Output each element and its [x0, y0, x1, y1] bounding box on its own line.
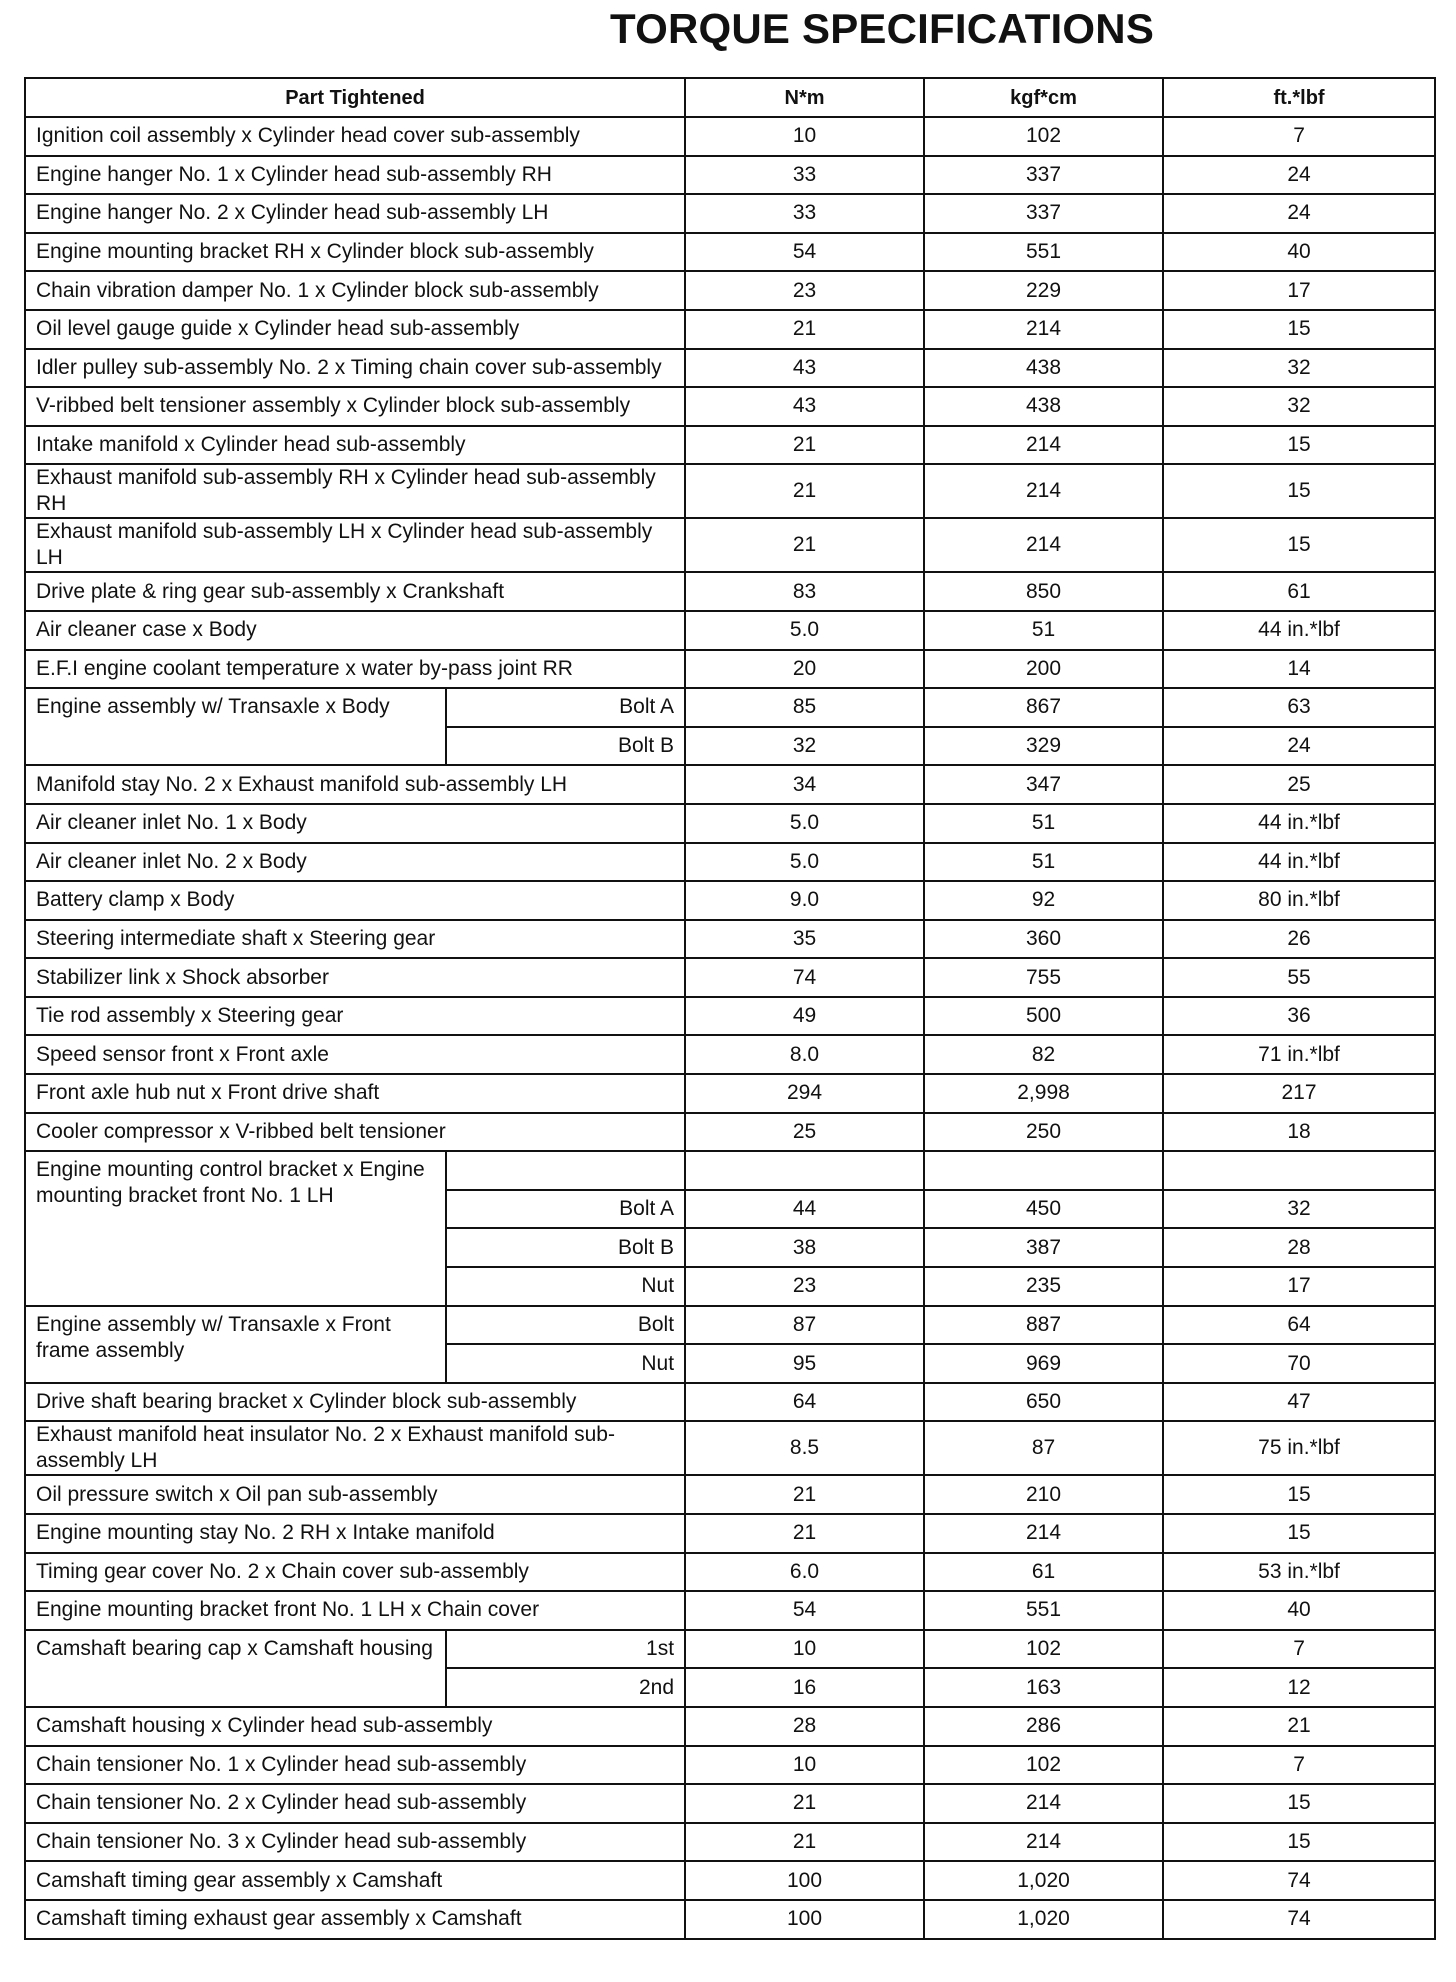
value-ft: 15	[1163, 464, 1435, 518]
value-ft: 7	[1163, 1746, 1435, 1785]
value-nm: 43	[685, 387, 924, 426]
value-kgf: 438	[924, 387, 1163, 426]
value-kgf: 51	[924, 804, 1163, 843]
value-ft: 18	[1163, 1113, 1435, 1152]
sub-label-cell: Bolt B	[446, 727, 685, 766]
value-kgf: 337	[924, 156, 1163, 195]
part-cell: Drive plate & ring gear sub-assembly x Crankshaft	[25, 572, 685, 611]
sub-value-ft: 7	[1163, 1630, 1435, 1669]
value-kgf: 1,020	[924, 1861, 1163, 1900]
value-nm: 28	[685, 1707, 924, 1746]
table-row	[25, 765, 1435, 804]
sub-value-kgf: 387	[924, 1228, 1163, 1267]
part-cell: Chain tensioner No. 3 x Cylinder head sub-assembly	[25, 1823, 685, 1862]
part-cell: Chain vibration damper No. 1 x Cylinder block sub-assembly	[25, 271, 685, 310]
part-cell: Steering intermediate shaft x Steering gear	[25, 920, 685, 959]
part-cell: Idler pulley sub-assembly No. 2 x Timing chain cover sub-assembly	[25, 349, 685, 388]
sub-value-ft: 64	[1163, 1306, 1435, 1345]
part-cell: Oil pressure switch x Oil pan sub-assembly	[25, 1475, 685, 1514]
header-ft: ft.*lbf	[1163, 78, 1435, 117]
value-ft: 17	[1163, 271, 1435, 310]
value-kgf: 650	[924, 1383, 1163, 1422]
part-cell: Timing gear cover No. 2 x Chain cover sub-assembly	[25, 1553, 685, 1592]
value-kgf: 82	[924, 1035, 1163, 1074]
value-nm: 10	[685, 1746, 924, 1785]
value-kgf: 214	[924, 518, 1163, 572]
sub-value-nm: 16	[685, 1668, 924, 1707]
value-nm: 9.0	[685, 881, 924, 920]
part-cell: Oil level gauge guide x Cylinder head sub-assembly	[25, 310, 685, 349]
value-kgf: 214	[924, 1514, 1163, 1553]
value-kgf: 500	[924, 997, 1163, 1036]
sub-label-cell: Bolt A	[446, 688, 685, 727]
table-body	[25, 117, 1435, 1939]
value-ft: 44 in.*lbf	[1163, 843, 1435, 882]
sub-label-cell: Nut	[446, 1344, 685, 1383]
value-kgf: 200	[924, 650, 1163, 689]
table-row	[25, 958, 1435, 997]
part-cell: Air cleaner inlet No. 1 x Body	[25, 804, 685, 843]
part-cell: Front axle hub nut x Front drive shaft	[25, 1074, 685, 1113]
sub-value-kgf: 163	[924, 1668, 1163, 1707]
value-nm: 43	[685, 349, 924, 388]
value-kgf: 51	[924, 843, 1163, 882]
value-kgf: 214	[924, 1823, 1163, 1862]
part-cell: Camshaft timing gear assembly x Camshaft	[25, 1861, 685, 1900]
value-kgf: 551	[924, 1591, 1163, 1630]
value-kgf: 214	[924, 464, 1163, 518]
value-ft: 15	[1163, 426, 1435, 465]
value-ft: 61	[1163, 572, 1435, 611]
value-kgf: 102	[924, 1746, 1163, 1785]
value-nm: 21	[685, 426, 924, 465]
table-row	[25, 1746, 1435, 1785]
table-row	[25, 194, 1435, 233]
table-row	[25, 426, 1435, 465]
part-cell: Chain tensioner No. 2 x Cylinder head sub-assembly	[25, 1784, 685, 1823]
part-cell: Manifold stay No. 2 x Exhaust manifold sub-assembly LH	[25, 765, 685, 804]
table-row	[25, 1591, 1435, 1630]
value-kgf: 551	[924, 233, 1163, 272]
sub-value-ft: 32	[1163, 1190, 1435, 1229]
part-cell: Engine hanger No. 1 x Cylinder head sub-assembly RH	[25, 156, 685, 195]
table-row	[25, 1475, 1435, 1514]
part-cell: Engine hanger No. 2 x Cylinder head sub-assembly LH	[25, 194, 685, 233]
sub-value-nm: 32	[685, 727, 924, 766]
value-ft: 15	[1163, 1514, 1435, 1553]
sub-value-nm: 10	[685, 1630, 924, 1669]
value-kgf: 102	[924, 117, 1163, 156]
sub-label-cell: 2nd	[446, 1668, 685, 1707]
table-row	[25, 1707, 1435, 1746]
sub-value-kgf: 867	[924, 688, 1163, 727]
value-nm: 5.0	[685, 843, 924, 882]
table-row	[25, 518, 1435, 572]
value-nm: 6.0	[685, 1553, 924, 1592]
part-cell: Engine mounting bracket RH x Cylinder block sub-assembly	[25, 233, 685, 272]
value-kgf: 51	[924, 611, 1163, 650]
value-nm: 21	[685, 1784, 924, 1823]
value-kgf: 1,020	[924, 1900, 1163, 1939]
value-ft: 25	[1163, 765, 1435, 804]
value-nm: 21	[685, 464, 924, 518]
table-row	[25, 1074, 1435, 1113]
value-nm: 100	[685, 1900, 924, 1939]
sub-value-kgf: 969	[924, 1344, 1163, 1383]
value-nm: 64	[685, 1383, 924, 1422]
value-nm: 21	[685, 1514, 924, 1553]
value-ft: 15	[1163, 1475, 1435, 1514]
sub-value-ft: 28	[1163, 1228, 1435, 1267]
value-nm: 54	[685, 233, 924, 272]
torque-table	[24, 77, 1436, 1940]
value-nm: 34	[685, 765, 924, 804]
table-row	[25, 804, 1435, 843]
value-ft: 217	[1163, 1074, 1435, 1113]
value-ft: 44 in.*lbf	[1163, 611, 1435, 650]
value-nm: 74	[685, 958, 924, 997]
sub-value-ft: 63	[1163, 688, 1435, 727]
value-ft: 47	[1163, 1383, 1435, 1422]
sub-value-kgf: 887	[924, 1306, 1163, 1345]
value-kgf: 229	[924, 271, 1163, 310]
value-kgf: 214	[924, 426, 1163, 465]
table-row	[25, 1553, 1435, 1592]
table-row	[25, 1113, 1435, 1152]
table-row	[25, 1514, 1435, 1553]
sub-label-cell	[446, 1151, 685, 1190]
sub-value-kgf: 329	[924, 727, 1163, 766]
value-ft: 71 in.*lbf	[1163, 1035, 1435, 1074]
part-cell: Air cleaner inlet No. 2 x Body	[25, 843, 685, 882]
value-ft: 14	[1163, 650, 1435, 689]
sub-value-nm: 95	[685, 1344, 924, 1383]
value-kgf: 360	[924, 920, 1163, 959]
part-cell: Battery clamp x Body	[25, 881, 685, 920]
value-nm: 33	[685, 156, 924, 195]
value-nm: 10	[685, 117, 924, 156]
part-cell: Camshaft bearing cap x Camshaft housing	[25, 1630, 446, 1707]
table-row	[25, 1823, 1435, 1862]
part-cell: Air cleaner case x Body	[25, 611, 685, 650]
value-nm: 21	[685, 310, 924, 349]
table-row	[25, 1151, 1435, 1190]
sub-value-kgf	[924, 1151, 1163, 1190]
value-ft: 15	[1163, 310, 1435, 349]
value-kgf: 61	[924, 1553, 1163, 1592]
value-nm: 21	[685, 1475, 924, 1514]
sub-label-cell: Bolt A	[446, 1190, 685, 1229]
table-row	[25, 1383, 1435, 1422]
part-cell: Engine assembly w/ Transaxle x Front frame assembly	[25, 1306, 446, 1383]
value-kgf: 214	[924, 1784, 1163, 1823]
value-ft: 74	[1163, 1861, 1435, 1900]
sub-value-ft: 24	[1163, 727, 1435, 766]
part-cell: Speed sensor front x Front axle	[25, 1035, 685, 1074]
value-ft: 40	[1163, 233, 1435, 272]
sub-value-ft: 12	[1163, 1668, 1435, 1707]
value-ft: 32	[1163, 387, 1435, 426]
table-row	[25, 156, 1435, 195]
part-cell: Camshaft timing exhaust gear assembly x Camshaft	[25, 1900, 685, 1939]
value-kgf: 250	[924, 1113, 1163, 1152]
sub-value-nm: 44	[685, 1190, 924, 1229]
header-part: Part Tightened	[25, 78, 685, 117]
sub-value-nm: 38	[685, 1228, 924, 1267]
value-ft: 80 in.*lbf	[1163, 881, 1435, 920]
value-nm: 5.0	[685, 611, 924, 650]
value-kgf: 337	[924, 194, 1163, 233]
table-row	[25, 349, 1435, 388]
part-cell: Cooler compressor x V-ribbed belt tensioner	[25, 1113, 685, 1152]
part-cell: Stabilizer link x Shock absorber	[25, 958, 685, 997]
part-cell: Engine assembly w/ Transaxle x Body	[25, 688, 446, 765]
value-kgf: 92	[924, 881, 1163, 920]
table-row	[25, 1900, 1435, 1939]
table-row	[25, 271, 1435, 310]
value-nm: 54	[685, 1591, 924, 1630]
value-ft: 24	[1163, 194, 1435, 233]
sub-value-nm: 87	[685, 1306, 924, 1345]
part-cell: V-ribbed belt tensioner assembly x Cylinder block sub-assembly	[25, 387, 685, 426]
value-nm: 100	[685, 1861, 924, 1900]
table-row	[25, 1784, 1435, 1823]
table-row	[25, 1035, 1435, 1074]
header-row	[25, 78, 1435, 117]
value-nm: 21	[685, 518, 924, 572]
value-ft: 75 in.*lbf	[1163, 1421, 1435, 1475]
table-row	[25, 117, 1435, 156]
sub-value-ft: 70	[1163, 1344, 1435, 1383]
sub-label-cell: Bolt B	[446, 1228, 685, 1267]
value-ft: 40	[1163, 1591, 1435, 1630]
value-ft: 74	[1163, 1900, 1435, 1939]
part-cell: Exhaust manifold sub-assembly RH x Cylinder head sub-assembly RH	[25, 464, 685, 518]
table-row	[25, 688, 1435, 727]
value-nm: 83	[685, 572, 924, 611]
table-row	[25, 997, 1435, 1036]
value-ft: 32	[1163, 349, 1435, 388]
value-kgf: 347	[924, 765, 1163, 804]
value-ft: 15	[1163, 1784, 1435, 1823]
value-nm: 20	[685, 650, 924, 689]
value-ft: 26	[1163, 920, 1435, 959]
table-row	[25, 611, 1435, 650]
value-nm: 8.0	[685, 1035, 924, 1074]
part-cell: Exhaust manifold heat insulator No. 2 x Exhaust manifold sub-assembly LH	[25, 1421, 685, 1475]
value-nm: 8.5	[685, 1421, 924, 1475]
part-cell: Exhaust manifold sub-assembly LH x Cylinder head sub-assembly LH	[25, 518, 685, 572]
table-row	[25, 233, 1435, 272]
header-nm: N*m	[685, 78, 924, 117]
sub-label-cell: Bolt	[446, 1306, 685, 1345]
value-ft: 21	[1163, 1707, 1435, 1746]
value-nm: 35	[685, 920, 924, 959]
value-nm: 33	[685, 194, 924, 233]
sub-label-cell: Nut	[446, 1267, 685, 1306]
table-row	[25, 572, 1435, 611]
table-row	[25, 920, 1435, 959]
table-row	[25, 1306, 1435, 1345]
part-cell: Drive shaft bearing bracket x Cylinder block sub-assembly	[25, 1383, 685, 1422]
part-cell: Engine mounting stay No. 2 RH x Intake manifold	[25, 1514, 685, 1553]
value-kgf: 210	[924, 1475, 1163, 1514]
value-nm: 25	[685, 1113, 924, 1152]
value-nm: 21	[685, 1823, 924, 1862]
value-ft: 44 in.*lbf	[1163, 804, 1435, 843]
value-ft: 7	[1163, 117, 1435, 156]
value-kgf: 850	[924, 572, 1163, 611]
value-nm: 5.0	[685, 804, 924, 843]
part-cell: E.F.I engine coolant temperature x water by-pass joint RR	[25, 650, 685, 689]
value-nm: 23	[685, 271, 924, 310]
part-cell: Intake manifold x Cylinder head sub-assembly	[25, 426, 685, 465]
table-row	[25, 387, 1435, 426]
page-title: TORQUE SPECIFICATIONS	[610, 5, 1155, 52]
value-ft: 15	[1163, 1823, 1435, 1862]
sub-value-ft	[1163, 1151, 1435, 1190]
table-row	[25, 310, 1435, 349]
sub-value-ft: 17	[1163, 1267, 1435, 1306]
value-kgf: 438	[924, 349, 1163, 388]
value-ft: 24	[1163, 156, 1435, 195]
sub-value-kgf: 450	[924, 1190, 1163, 1229]
part-cell: Ignition coil assembly x Cylinder head cover sub-assembly	[25, 117, 685, 156]
value-kgf: 755	[924, 958, 1163, 997]
part-cell: Tie rod assembly x Steering gear	[25, 997, 685, 1036]
table-row	[25, 843, 1435, 882]
value-ft: 55	[1163, 958, 1435, 997]
value-kgf: 214	[924, 310, 1163, 349]
part-cell: Engine mounting control bracket x Engine mounting bracket front No. 1 LH	[25, 1151, 446, 1305]
table-row	[25, 1861, 1435, 1900]
value-ft: 53 in.*lbf	[1163, 1553, 1435, 1592]
sub-value-kgf: 235	[924, 1267, 1163, 1306]
sub-label-cell: 1st	[446, 1630, 685, 1669]
part-cell: Engine mounting bracket front No. 1 LH x Chain cover	[25, 1591, 685, 1630]
value-nm: 294	[685, 1074, 924, 1113]
value-kgf: 286	[924, 1707, 1163, 1746]
table-row	[25, 1630, 1435, 1669]
table-row	[25, 1421, 1435, 1475]
value-kgf: 2,998	[924, 1074, 1163, 1113]
part-cell: Camshaft housing x Cylinder head sub-assembly	[25, 1707, 685, 1746]
sub-value-nm	[685, 1151, 924, 1190]
table-row	[25, 881, 1435, 920]
table-row	[25, 650, 1435, 689]
part-cell: Chain tensioner No. 1 x Cylinder head sub-assembly	[25, 1746, 685, 1785]
value-ft: 36	[1163, 997, 1435, 1036]
sub-value-nm: 85	[685, 688, 924, 727]
table-row	[25, 464, 1435, 518]
value-nm: 49	[685, 997, 924, 1036]
sub-value-nm: 23	[685, 1267, 924, 1306]
value-ft: 15	[1163, 518, 1435, 572]
value-kgf: 87	[924, 1421, 1163, 1475]
header-kgf: kgf*cm	[924, 78, 1163, 117]
sub-value-kgf: 102	[924, 1630, 1163, 1669]
